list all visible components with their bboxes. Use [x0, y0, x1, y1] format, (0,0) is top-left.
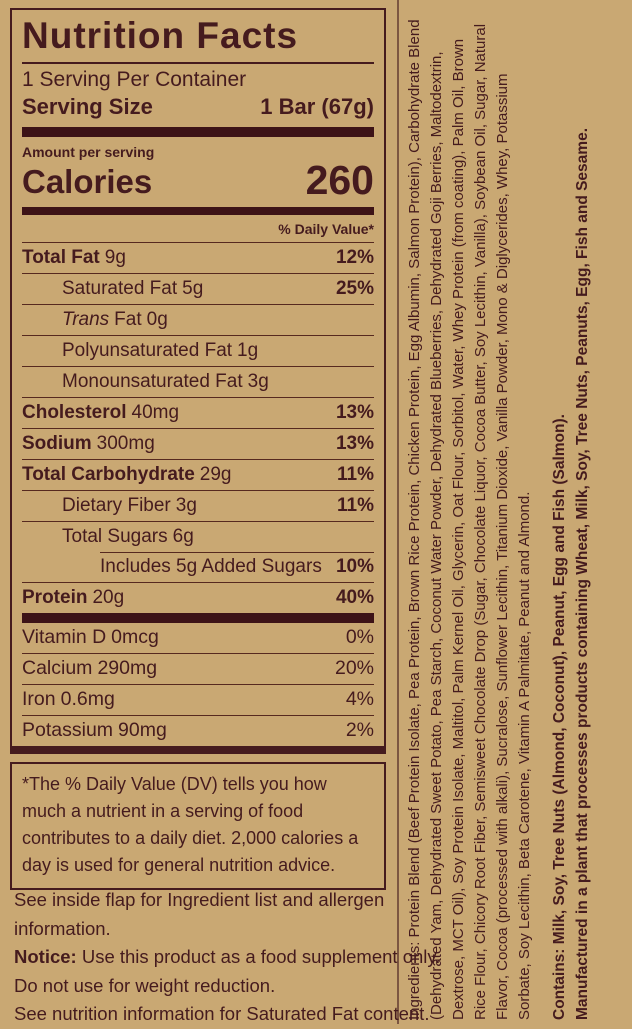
- nutrient-label: Dietary Fiber: [62, 494, 171, 516]
- note-line: [14, 886, 414, 915]
- nutrient-row-total-carbohydrate: [22, 460, 374, 491]
- nutrient-dv: 2%: [345, 719, 374, 742]
- serving-size-value: 1 Bar (67g): [260, 93, 374, 119]
- nutrient-dv: 11%: [337, 463, 374, 485]
- note-text: See nutrition information for Saturated Fat content.: [14, 1003, 430, 1024]
- calories-label: Calories: [22, 163, 153, 201]
- nutrient-label: Monounsaturated Fat: [62, 370, 243, 392]
- serving-size-label: Serving Size: [22, 93, 153, 119]
- ingredients-text: Ingredients: Protein Blend (Beef Protein Isolate, Pea Protein, Brown Rice Protein, Chicken Protein, Egg Albumin, Salmon Protein), Carbohydrate Blend (Dehydrated Yam, Dehydrated Sweet Potato, Pea Starch, Coconut Water Powder, Dehydrated Blueberries, Dehydrated Goji Berries, Maltodextrin, Dextrose, MCT Oil), Soy Protein Isolate, Maltitol, Palm Kernel Oil, Glycerin, Oat Flour, Sorbitol, Water, Whey Protein (from coating), Palm Oil, Brown Rice Flour, Chicory Root Fiber, Semisweet Chocolate Drop (Sugar, Chocolate Liquor, Cocoa Butter, Soy Lecithin, Vanilla), Soybean Oil, Sugar, Natural Flavor, Cocoa (processed with alkali), Sucralose, Sunflower Lecithin, Titanium Dioxide, Vanilla Powder, Mono & Diglycerides, Whey, Potassium Sorbate, Soy Lecithin, Beta Carotene, Vitamin A Palmitate, Peanut and Almond.: [406, 19, 533, 1020]
- nutrient-amount: 29g: [199, 463, 232, 485]
- nutrient-label: Cholesterol: [22, 401, 127, 423]
- nutrient-amount: 40mg: [131, 401, 180, 423]
- note-line: [14, 1000, 430, 1029]
- nutrient-label: Fat: [114, 308, 142, 330]
- nutrient-dv: 12%: [335, 246, 374, 268]
- micronutrient-rows: [22, 623, 374, 746]
- nutrient-label: Includes 5g Added Sugars: [100, 555, 322, 577]
- serving-size-row: [22, 93, 374, 127]
- nutrient-name: [22, 464, 231, 486]
- nutrient-row-added-sugars: [22, 552, 374, 583]
- nutrient-amount: 3g: [175, 494, 197, 516]
- nutrient-name: [62, 309, 168, 331]
- nutrient-name: [22, 626, 159, 649]
- note-text: information.: [14, 917, 111, 939]
- nutrient-name: [22, 688, 115, 711]
- micronutrient-row-potassium: [22, 716, 374, 746]
- note-line: [14, 972, 414, 1001]
- nutrient-label: Total Fat: [22, 246, 100, 268]
- nutrient-name: [22, 587, 124, 609]
- nutrient-dv: 13%: [335, 401, 374, 423]
- nutrient-row-dietary-fiber: [22, 491, 374, 522]
- nutrient-amount: 6g: [172, 525, 194, 547]
- thick-divider: [22, 613, 374, 623]
- micronutrient-row-iron: [22, 685, 374, 716]
- nutrient-dv: 4%: [345, 688, 374, 711]
- servings-per-container: 1 Serving Per Container: [22, 67, 247, 91]
- nutrient-label: Polyunsaturated Fat: [62, 339, 233, 361]
- nutrient-amount: 290mg: [97, 657, 158, 680]
- nutrient-dv: 40%: [335, 586, 374, 608]
- nutrient-amount: 3g: [247, 370, 269, 392]
- nutrient-row-polyunsaturated-fat: [22, 336, 374, 367]
- nutrition-facts-title: Nutrition Facts: [22, 10, 374, 64]
- notice-label: Notice:: [14, 946, 77, 967]
- nutrient-label: Total Sugars: [62, 525, 168, 547]
- nutrient-dv: 0%: [345, 626, 374, 649]
- calories-row: [22, 156, 374, 207]
- note-text: Use this product as a food supplement only.: [76, 946, 441, 967]
- nutrient-label-italic: Trans: [62, 308, 110, 330]
- nutrient-row-total-sugars: [22, 522, 374, 552]
- nutrient-label: Calcium: [22, 657, 93, 680]
- nutrient-dv: 25%: [335, 277, 374, 299]
- thick-divider: [22, 207, 374, 215]
- nutrient-name: [62, 371, 269, 393]
- nutrient-dv: 13%: [335, 432, 374, 454]
- nutrient-label: Sodium: [22, 432, 92, 454]
- nutrient-label: Iron: [22, 688, 56, 711]
- nutrient-name: [22, 657, 157, 680]
- manufactured-statement: Manufactured in a plant that processes products containing Wheat, Milk, Soy, Tree Nuts, Peanuts, Egg, Fish and Sesame.: [574, 128, 591, 1020]
- nutrient-amount: 5g: [182, 277, 204, 299]
- note-text: See inside flap for Ingredient list and allergen: [14, 889, 385, 910]
- micronutrient-row-vitamin-d: [22, 623, 374, 654]
- nutrient-label: Protein: [22, 586, 88, 608]
- nutrient-amount: 0mcg: [111, 626, 159, 649]
- contains-statement: Contains: Milk, Soy, Tree Nuts (Almond, Coconut), Peanut, Egg and Fish (Salmon).: [551, 414, 568, 1020]
- nutrient-row-sodium: [22, 429, 374, 460]
- nutrient-row-monounsaturated-fat: [22, 367, 374, 398]
- nutrient-name: [22, 719, 167, 742]
- nutrient-label: Saturated Fat: [62, 277, 178, 299]
- nutrient-row-protein: [22, 583, 374, 613]
- nutrient-amount: 90mg: [118, 719, 167, 742]
- nutrient-amount: 20g: [92, 586, 125, 608]
- nutrient-name: [62, 495, 197, 517]
- package-fold-line: [397, 0, 399, 1024]
- package-notes: [14, 886, 441, 1029]
- ingredients-panel-rotated: [404, 16, 594, 1020]
- nutrient-amount: 0g: [146, 308, 168, 330]
- nutrient-dv: 20%: [334, 657, 374, 680]
- calories-value: 260: [305, 156, 374, 203]
- note-line: [14, 915, 414, 944]
- nutrient-rows: [22, 243, 374, 613]
- nutrient-amount: 0.6mg: [60, 688, 115, 711]
- nutrient-dv: 10%: [335, 555, 374, 577]
- nutrient-name: [22, 402, 179, 424]
- nutrient-label: Total Carbohydrate: [22, 463, 195, 485]
- nutrient-row-saturated-fat: [22, 274, 374, 305]
- nutrient-label: Vitamin D: [22, 626, 107, 649]
- nutrient-name: [22, 247, 126, 269]
- daily-value-footnote-box: [10, 762, 386, 890]
- nutrient-amount: 9g: [104, 246, 126, 268]
- nutrient-amount: 300mg: [96, 432, 155, 454]
- nutrient-name: [62, 340, 258, 362]
- daily-value-footnote: *The % Daily Value (DV) tells you how much a nutrient in a serving of food contributes to a daily diet. 2,000 calories a day is used for general nutrition advice.: [22, 774, 359, 875]
- nutrient-name: [62, 526, 194, 548]
- nutrient-label: Potassium: [22, 719, 114, 742]
- nutrient-name: [100, 556, 322, 578]
- nutrient-amount: 1g: [237, 339, 259, 361]
- note-line-notice: [14, 943, 441, 972]
- nutrient-dv: 11%: [337, 494, 374, 516]
- daily-value-header: % Daily Value*: [22, 215, 374, 243]
- note-text: Do not use for weight reduction.: [14, 974, 276, 996]
- nutrient-name: [62, 278, 203, 300]
- amount-per-serving-label: Amount per serving: [22, 143, 155, 160]
- nutrition-facts-panel: [10, 8, 386, 754]
- nutrient-row-total-fat: [22, 243, 374, 274]
- nutrient-row-trans-fat: [22, 305, 374, 336]
- micronutrient-row-calcium: [22, 654, 374, 685]
- nutrient-row-cholesterol: [22, 398, 374, 429]
- thick-divider: [22, 127, 374, 137]
- nutrient-name: [22, 433, 155, 455]
